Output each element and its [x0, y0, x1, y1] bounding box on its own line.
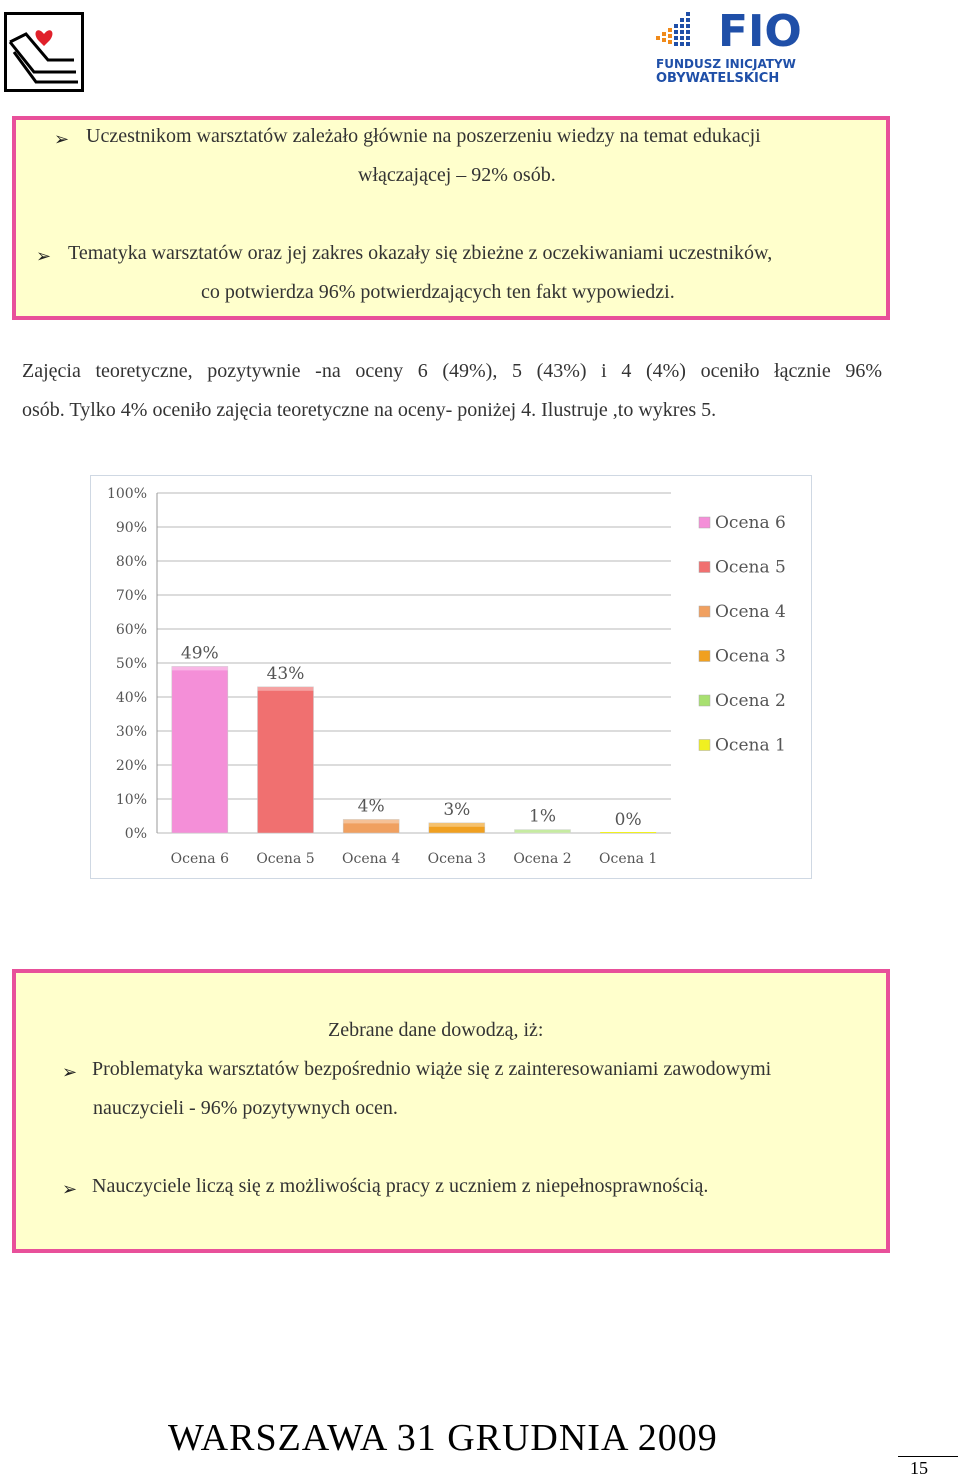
arrow-bullet-icon: ➢: [36, 246, 52, 266]
bar-highlight: [172, 666, 228, 670]
data-label: 43%: [266, 663, 305, 684]
box2-item2-line1: Nauczyciele liczą się z możliwością pracy z uczniem z niepełnosprawnością.: [92, 1175, 709, 1197]
legend-swatch: [699, 517, 710, 528]
legend-label: Ocena 5: [715, 557, 786, 578]
y-tick-label: 90%: [115, 520, 147, 536]
bar-6: [600, 832, 656, 833]
footer-title: WARSZAWA 31 GRUDNIA 2009: [168, 1417, 718, 1459]
box1-item1-line2: włączającej – 92% osób.: [358, 164, 556, 186]
x-tick-label: Ocena 3: [427, 851, 486, 867]
bar-2: [258, 687, 314, 833]
bar-highlight: [258, 687, 314, 691]
box1-item1-line1: Uczestnikom warsztatów zależało głównie na poszerzeniu wiedzy na temat edukacji: [86, 125, 761, 147]
legend-swatch: [699, 606, 710, 617]
fio-logo-line2: OBYWATELSKICH: [656, 71, 780, 86]
paragraph-line1: Zajęcia teoretyczne, pozytywnie -na oceny 6 (49%), 5 (43%) i 4 (4%) oceniło łącznie 96%: [22, 360, 882, 382]
data-label: 0%: [614, 810, 642, 830]
box2-item1-line1: Problematyka warsztatów bezpośrednio wiąże się z zainteresowaniami zawodowymi: [92, 1058, 772, 1080]
box1-item2-line1: Tematyka warsztatów oraz jej zakres okazały się zbieżne z oczekiwaniami uczestników,: [68, 242, 773, 264]
bar-1: [172, 666, 228, 833]
data-label: 3%: [443, 799, 471, 820]
y-tick-label: 80%: [115, 554, 147, 570]
data-label: 1%: [529, 806, 556, 827]
legend-label: Ocena 1: [715, 735, 786, 756]
x-tick-label: Ocena 6: [170, 851, 229, 867]
legend-swatch: [699, 562, 710, 573]
page-number-rule: [898, 1456, 958, 1457]
y-tick-label: 0%: [124, 826, 147, 842]
box2-item1-line2: nauczycieli - 96% pozytywnych ocen.: [93, 1097, 398, 1119]
fio-logo: [652, 4, 812, 86]
x-tick-label: Ocena 2: [513, 851, 572, 867]
y-tick-label: 100%: [106, 486, 147, 502]
paragraph-line2: osób. Tylko 4% oceniło zajęcia teoretyczne na oceny- poniżej 4. Ilustruje ,to wykres 5.: [22, 399, 717, 421]
legend-swatch: [699, 651, 710, 662]
arrow-bullet-icon: ➢: [62, 1179, 78, 1199]
data-label: 49%: [180, 643, 219, 664]
bar-highlight: [515, 830, 571, 833]
x-tick-label: Ocena 5: [256, 851, 315, 867]
organization-logo: [4, 12, 84, 92]
arrow-bullet-icon: ➢: [62, 1062, 78, 1082]
data-label: 4%: [357, 796, 385, 817]
y-tick-label: 30%: [115, 724, 147, 740]
y-tick-label: 40%: [115, 690, 147, 706]
legend-swatch: [699, 740, 710, 751]
legend-swatch: [699, 695, 710, 706]
body-paragraph: [22, 352, 882, 430]
legend-label: Ocena 3: [715, 646, 786, 667]
y-tick-label: 20%: [115, 758, 147, 774]
bar-chart: [90, 475, 812, 879]
box2-heading: Zebrane dane dowodzą, iż:: [328, 1019, 544, 1041]
fio-logo-main-text: FIO: [718, 6, 802, 57]
arrow-bullet-icon: ➢: [54, 129, 70, 149]
fio-logo-line1: FUNDUSZ INICJATYW: [656, 57, 796, 71]
box1-item2-line2: co potwierdza 96% potwierdzających ten fakt wypowiedzi.: [201, 281, 675, 303]
y-tick-label: 10%: [115, 792, 147, 808]
bar-highlight: [343, 819, 399, 823]
legend-label: Ocena 2: [715, 691, 786, 711]
highlight-box-top: [12, 116, 890, 320]
x-tick-label: Ocena 1: [599, 851, 658, 867]
y-tick-label: 50%: [115, 656, 147, 672]
x-tick-label: Ocena 4: [342, 851, 401, 867]
bar-highlight: [429, 823, 485, 827]
page-number: 15: [910, 1458, 928, 1478]
legend-label: Ocena 6: [715, 513, 786, 533]
y-tick-label: 60%: [115, 622, 147, 638]
highlight-box-bottom: [12, 969, 890, 1253]
y-tick-label: 70%: [115, 588, 147, 604]
legend-label: Ocena 4: [715, 602, 786, 622]
